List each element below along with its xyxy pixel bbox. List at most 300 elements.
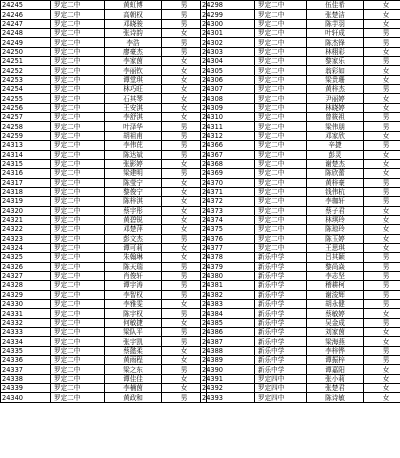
exam-number-cell: 24376 xyxy=(201,234,255,243)
school-cell: 罗定二中 xyxy=(51,300,105,309)
student-name-cell: 邓晓骏 xyxy=(105,19,162,28)
school-cell: 罗定二中 xyxy=(255,103,307,112)
school-cell: 罗定二中 xyxy=(51,38,105,47)
student-name-cell: 叶泽华 xyxy=(105,122,162,131)
school-cell: 新乐中学 xyxy=(255,309,307,318)
table-row xyxy=(201,206,400,215)
table-row xyxy=(1,262,207,271)
gender-cell: 女 xyxy=(364,225,400,234)
gender-cell: 女 xyxy=(364,10,400,19)
school-cell: 罗定二中 xyxy=(255,178,307,187)
school-cell: 罗定二中 xyxy=(51,337,105,346)
gender-cell: 男 xyxy=(162,131,207,140)
student-name-cell: 邓楚萍 xyxy=(105,225,162,234)
gender-cell: 女 xyxy=(162,75,207,84)
gender-cell: 女 xyxy=(162,187,207,196)
student-name-cell: 李珈轩 xyxy=(307,197,364,206)
table-row xyxy=(201,122,400,131)
table-row xyxy=(1,187,207,196)
gender-cell: 女 xyxy=(364,19,400,28)
exam-number-cell: 24381 xyxy=(201,281,255,290)
table-row xyxy=(1,1,207,10)
gender-cell: 女 xyxy=(364,150,400,159)
school-cell: 罗定二中 xyxy=(255,159,307,168)
exam-number-cell: 24332 xyxy=(1,318,51,327)
student-name-cell: 李舒淇 xyxy=(105,113,162,122)
exam-number-cell: 24245 xyxy=(1,1,51,10)
table-row xyxy=(201,281,400,290)
gender-cell: 女 xyxy=(162,178,207,187)
student-name-cell: 肖俊轩 xyxy=(105,271,162,280)
gender-cell: 女 xyxy=(162,57,207,66)
gender-cell: 男 xyxy=(162,141,207,150)
exam-number-cell: 24326 xyxy=(1,262,51,271)
table-row xyxy=(201,10,400,19)
gender-cell: 男 xyxy=(162,10,207,19)
student-name-cell: 李楠茵 xyxy=(105,384,162,393)
student-name-cell: 黄虹博 xyxy=(105,1,162,10)
table-row xyxy=(201,356,400,365)
student-name-cell: 梁伟朋 xyxy=(307,122,364,131)
exam-number-cell: 24327 xyxy=(1,271,51,280)
student-name-cell: 刘家茵 xyxy=(307,328,364,337)
gender-cell: 男 xyxy=(364,38,400,47)
student-name-cell: 谭嘉阳 xyxy=(307,365,364,374)
student-name-cell: 林巧旺 xyxy=(105,85,162,94)
school-cell: 罗定四中 xyxy=(255,393,307,402)
exam-number-cell: 24259 xyxy=(1,131,51,140)
exam-number-cell: 24254 xyxy=(1,85,51,94)
exam-number-cell: 24309 xyxy=(201,103,255,112)
table-row xyxy=(1,365,207,374)
gender-cell: 女 xyxy=(162,253,207,262)
gender-cell: 女 xyxy=(162,318,207,327)
table-row xyxy=(201,318,400,327)
gender-cell: 男 xyxy=(162,150,207,159)
student-name-cell: 陈琼玲 xyxy=(307,225,364,234)
exam-number-cell: 24374 xyxy=(201,215,255,224)
school-cell: 罗定二中 xyxy=(51,318,105,327)
student-name-cell: 稽耕柯 xyxy=(307,281,364,290)
student-name-cell: 梁队平 xyxy=(105,328,162,337)
school-cell: 罗定二中 xyxy=(51,197,105,206)
exam-number-cell: 24386 xyxy=(201,328,255,337)
school-cell: 罗定二中 xyxy=(51,234,105,243)
table-row xyxy=(201,150,400,159)
school-cell: 罗定二中 xyxy=(51,215,105,224)
table-row xyxy=(1,19,207,28)
gender-cell: 男 xyxy=(162,393,207,402)
exam-number-cell: 24372 xyxy=(201,197,255,206)
gender-cell: 男 xyxy=(364,122,400,131)
table-row xyxy=(201,215,400,224)
school-cell: 罗定二中 xyxy=(255,66,307,75)
exam-number-cell: 24371 xyxy=(201,187,255,196)
exam-number-cell: 24251 xyxy=(1,57,51,66)
student-name-cell: 蔡宇彤 xyxy=(105,206,162,215)
student-name-cell: 谭可莉 xyxy=(105,243,162,252)
gender-cell: 男 xyxy=(364,178,400,187)
table-row xyxy=(201,85,400,94)
table-row xyxy=(1,356,207,365)
school-cell: 罗定二中 xyxy=(255,187,307,196)
exam-number-cell: 24314 xyxy=(1,150,51,159)
student-name-cell: 胡祖甫 xyxy=(105,131,162,140)
table-row xyxy=(1,337,207,346)
exam-number-cell: 24325 xyxy=(1,253,51,262)
exam-number-cell: 24333 xyxy=(1,328,51,337)
student-name-cell: 胡永健 xyxy=(307,300,364,309)
school-cell: 罗定二中 xyxy=(255,38,307,47)
exam-number-cell: 24322 xyxy=(1,225,51,234)
table-row xyxy=(1,122,207,131)
school-cell: 罗定二中 xyxy=(255,19,307,28)
table-row xyxy=(201,94,400,103)
student-name-cell: 钱伟杭 xyxy=(307,187,364,196)
student-name-cell: 陈欣蕾 xyxy=(307,169,364,178)
table-row xyxy=(1,66,207,75)
table-row xyxy=(201,234,400,243)
school-cell: 罗定二中 xyxy=(51,10,105,19)
table-row xyxy=(201,300,400,309)
school-cell: 罗定二中 xyxy=(51,66,105,75)
school-cell: 罗定二中 xyxy=(51,159,105,168)
student-name-cell: 高朝权 xyxy=(105,10,162,19)
exam-number-cell: 24303 xyxy=(201,47,255,56)
school-cell: 罗定二中 xyxy=(255,85,307,94)
gender-cell: 女 xyxy=(364,393,400,402)
gender-cell: 男 xyxy=(364,197,400,206)
exam-number-cell: 24316 xyxy=(1,169,51,178)
school-cell: 罗定二中 xyxy=(51,384,105,393)
exam-number-cell: 24390 xyxy=(201,365,255,374)
student-name-cell: 李梓铧 xyxy=(307,346,364,355)
exam-number-cell: 24248 xyxy=(1,29,51,38)
student-name-cell: 尹丽婷 xyxy=(307,94,364,103)
exam-number-cell: 24337 xyxy=(1,365,51,374)
exam-number-cell: 24368 xyxy=(201,159,255,168)
table-row xyxy=(1,309,207,318)
student-name-cell: 蔡敏婷 xyxy=(307,309,364,318)
table-row xyxy=(201,253,400,262)
school-cell: 新乐中学 xyxy=(255,346,307,355)
table-row xyxy=(201,374,400,383)
gender-cell: 男 xyxy=(162,38,207,47)
student-name-cell: 廖豪杰 xyxy=(105,47,162,56)
table-row xyxy=(201,141,400,150)
table-row xyxy=(201,337,400,346)
exam-number-cell: 24329 xyxy=(1,290,51,299)
gender-cell: 女 xyxy=(162,356,207,365)
exam-number-cell: 24299 xyxy=(201,10,255,19)
table-row xyxy=(1,271,207,280)
gender-cell: 女 xyxy=(364,365,400,374)
student-name-cell: 黄梓杰 xyxy=(307,85,364,94)
gender-cell: 女 xyxy=(364,328,400,337)
student-name-cell: 叶轩成 xyxy=(307,29,364,38)
right-table xyxy=(200,0,400,403)
exam-number-cell: 24336 xyxy=(1,356,51,365)
table-row xyxy=(201,346,400,355)
gender-cell: 女 xyxy=(364,159,400,168)
student-name-cell: 何敏捷 xyxy=(105,318,162,327)
gender-cell: 男 xyxy=(162,262,207,271)
student-name-cell: 李伟芘 xyxy=(105,141,162,150)
student-name-cell: 吕其颖 xyxy=(307,253,364,262)
table-row xyxy=(1,328,207,337)
gender-cell: 男 xyxy=(162,365,207,374)
table-row xyxy=(201,1,400,10)
exam-number-cell: 24378 xyxy=(201,253,255,262)
exam-number-cell: 24310 xyxy=(201,113,255,122)
student-name-cell: 黎家乐 xyxy=(307,57,364,66)
exam-number-cell: 24380 xyxy=(201,271,255,280)
exam-number-cell: 24317 xyxy=(1,178,51,187)
student-name-cell: 林琪玲 xyxy=(307,215,364,224)
student-name-cell: 林晓婷 xyxy=(307,103,364,112)
student-name-cell: 谭振梓 xyxy=(307,356,364,365)
exam-number-cell: 24393 xyxy=(201,393,255,402)
student-name-cell: 陈宇权 xyxy=(105,309,162,318)
school-cell: 罗定二中 xyxy=(51,225,105,234)
table-row xyxy=(1,290,207,299)
student-name-cell: 朱翰琳 xyxy=(105,253,162,262)
gender-cell: 男 xyxy=(364,346,400,355)
left-table-body xyxy=(1,1,207,403)
exam-number-cell: 24321 xyxy=(1,215,51,224)
table-row xyxy=(201,271,400,280)
exam-number-cell: 24383 xyxy=(201,300,255,309)
gender-cell: 男 xyxy=(364,290,400,299)
student-name-cell: 梁海燕 xyxy=(307,337,364,346)
school-cell: 罗定二中 xyxy=(51,150,105,159)
school-cell: 新乐中学 xyxy=(255,281,307,290)
table-row xyxy=(201,103,400,112)
gender-cell: 女 xyxy=(162,300,207,309)
school-cell: 罗定二中 xyxy=(51,243,105,252)
school-cell: 罗定二中 xyxy=(51,131,105,140)
exam-number-cell: 24250 xyxy=(1,47,51,56)
gender-cell: 女 xyxy=(364,234,400,243)
student-name-cell: 李智权 xyxy=(105,290,162,299)
student-name-cell: 张诗韵 xyxy=(105,29,162,38)
exam-number-cell: 24308 xyxy=(201,94,255,103)
school-cell: 罗定二中 xyxy=(255,47,307,56)
gender-cell: 女 xyxy=(364,103,400,112)
gender-cell: 男 xyxy=(162,281,207,290)
school-cell: 罗定二中 xyxy=(255,122,307,131)
table-row xyxy=(1,94,207,103)
exam-number-cell: 24366 xyxy=(201,141,255,150)
school-cell: 罗定二中 xyxy=(255,215,307,224)
student-name-cell: 陈达斌 xyxy=(105,150,162,159)
exam-number-cell: 24318 xyxy=(1,187,51,196)
student-name-cell: 李家茵 xyxy=(105,57,162,66)
gender-cell: 女 xyxy=(162,159,207,168)
gender-cell: 男 xyxy=(162,1,207,10)
right-table-body xyxy=(201,1,400,403)
school-cell: 新乐中学 xyxy=(255,271,307,280)
exam-number-cell: 24369 xyxy=(201,169,255,178)
table-row xyxy=(1,141,207,150)
student-name-cell: 陈芋羽 xyxy=(307,19,364,28)
gender-cell: 女 xyxy=(162,103,207,112)
student-name-cell: 李丽钦 xyxy=(105,66,162,75)
gender-cell: 男 xyxy=(364,271,400,280)
exam-number-cell: 24246 xyxy=(1,10,51,19)
school-cell: 罗定二中 xyxy=(51,346,105,355)
table-row xyxy=(201,384,400,393)
exam-number-cell: 24367 xyxy=(201,150,255,159)
school-cell: 罗定二中 xyxy=(51,178,105,187)
gender-cell: 女 xyxy=(162,243,207,252)
student-name-cell: 伍佳希 xyxy=(307,1,364,10)
student-name-cell: 蔡懿柔 xyxy=(105,346,162,355)
school-cell: 罗定二中 xyxy=(255,1,307,10)
school-cell: 新乐中学 xyxy=(255,318,307,327)
gender-cell: 女 xyxy=(162,94,207,103)
exam-number-cell: 24315 xyxy=(1,159,51,168)
exam-number-cell: 24382 xyxy=(201,290,255,299)
gender-cell: 女 xyxy=(364,206,400,215)
exam-number-cell: 24253 xyxy=(1,75,51,84)
exam-number-cell: 24306 xyxy=(201,75,255,84)
school-cell: 罗定二中 xyxy=(51,19,105,28)
student-name-cell: 谭宇涛 xyxy=(105,281,162,290)
table-row xyxy=(1,281,207,290)
exam-number-cell: 24255 xyxy=(1,94,51,103)
gender-cell: 女 xyxy=(364,131,400,140)
student-name-cell: 辛捷 xyxy=(307,141,364,150)
table-row xyxy=(1,10,207,19)
student-name-cell: 彭灵 xyxy=(307,150,364,159)
gender-cell: 女 xyxy=(162,384,207,393)
exam-number-cell: 24252 xyxy=(1,66,51,75)
school-cell: 罗定二中 xyxy=(255,150,307,159)
gender-cell: 男 xyxy=(162,290,207,299)
gender-cell: 男 xyxy=(162,309,207,318)
gender-cell: 女 xyxy=(162,197,207,206)
gender-cell: 男 xyxy=(364,29,400,38)
student-name-cell: 黄雨程 xyxy=(105,356,162,365)
exam-number-cell: 24249 xyxy=(1,38,51,47)
gender-cell: 女 xyxy=(364,215,400,224)
exam-number-cell: 24384 xyxy=(201,309,255,318)
student-name-cell: 王安淇 xyxy=(105,103,162,112)
table-row xyxy=(201,262,400,271)
school-cell: 罗定二中 xyxy=(255,94,307,103)
student-name-cell: 王思琪 xyxy=(307,243,364,252)
school-cell: 罗定二中 xyxy=(51,75,105,84)
exam-number-cell: 24313 xyxy=(1,141,51,150)
gender-cell: 女 xyxy=(162,206,207,215)
table-row xyxy=(1,75,207,84)
gender-cell: 男 xyxy=(162,271,207,280)
school-cell: 罗定二中 xyxy=(51,328,105,337)
student-name-cell: 黄碧锐 xyxy=(105,215,162,224)
exam-number-cell: 24304 xyxy=(201,57,255,66)
student-name-cell: 李志坚 xyxy=(307,271,364,280)
school-cell: 罗定四中 xyxy=(255,384,307,393)
table-row xyxy=(1,103,207,112)
gender-cell: 男 xyxy=(364,113,400,122)
table-row xyxy=(201,328,400,337)
gender-cell: 女 xyxy=(364,337,400,346)
gender-cell: 女 xyxy=(364,94,400,103)
school-cell: 罗定二中 xyxy=(255,206,307,215)
school-cell: 新乐中学 xyxy=(255,337,307,346)
gender-cell: 女 xyxy=(162,66,207,75)
gender-cell: 男 xyxy=(364,356,400,365)
school-cell: 罗定二中 xyxy=(255,75,307,84)
exam-number-cell: 24370 xyxy=(201,178,255,187)
school-cell: 罗定二中 xyxy=(51,47,105,56)
school-cell: 罗定二中 xyxy=(51,122,105,131)
table-row xyxy=(1,215,207,224)
table-row xyxy=(1,225,207,234)
gender-cell: 男 xyxy=(364,318,400,327)
gender-cell: 男 xyxy=(364,85,400,94)
school-cell: 罗定二中 xyxy=(51,262,105,271)
table-row xyxy=(201,66,400,75)
exam-number-cell: 24256 xyxy=(1,103,51,112)
exam-number-cell: 24340 xyxy=(1,393,51,402)
school-cell: 罗定二中 xyxy=(255,197,307,206)
gender-cell: 女 xyxy=(364,66,400,75)
student-name-cell: 梁建明 xyxy=(105,169,162,178)
exam-number-cell: 24335 xyxy=(1,346,51,355)
school-cell: 罗定二中 xyxy=(51,103,105,112)
school-cell: 罗定四中 xyxy=(255,374,307,383)
table-row xyxy=(1,178,207,187)
gender-cell: 男 xyxy=(364,141,400,150)
school-cell: 罗定二中 xyxy=(51,141,105,150)
table-row xyxy=(1,374,207,383)
school-cell: 罗定二中 xyxy=(255,113,307,122)
gender-cell: 男 xyxy=(364,57,400,66)
school-cell: 罗定二中 xyxy=(51,253,105,262)
exam-number-cell: 24323 xyxy=(1,234,51,243)
gender-cell: 女 xyxy=(364,374,400,383)
table-row xyxy=(1,150,207,159)
student-name-cell: 彭文杰 xyxy=(105,234,162,243)
student-name-cell: 张楚君 xyxy=(307,384,364,393)
table-row xyxy=(201,131,400,140)
table-row xyxy=(201,197,400,206)
student-name-cell: 谭佳佳 xyxy=(105,374,162,383)
exam-number-cell: 24311 xyxy=(201,122,255,131)
exam-number-cell: 24392 xyxy=(201,384,255,393)
table-row xyxy=(1,234,207,243)
student-name-cell: 梁之东 xyxy=(105,365,162,374)
table-row xyxy=(1,113,207,122)
school-cell: 罗定二中 xyxy=(51,85,105,94)
gender-cell: 女 xyxy=(364,75,400,84)
gender-cell: 男 xyxy=(162,47,207,56)
school-cell: 罗定二中 xyxy=(51,29,105,38)
gender-cell: 女 xyxy=(364,243,400,252)
student-name-cell: 曾筱祖 xyxy=(307,113,364,122)
table-row xyxy=(1,169,207,178)
student-name-cell: 石其琴 xyxy=(105,94,162,103)
exam-number-cell: 24312 xyxy=(201,131,255,140)
gender-cell: 女 xyxy=(364,384,400,393)
exam-number-cell: 24258 xyxy=(1,122,51,131)
school-cell: 罗定二中 xyxy=(255,243,307,252)
school-cell: 罗定二中 xyxy=(51,113,105,122)
school-cell: 罗定二中 xyxy=(51,57,105,66)
school-cell: 罗定二中 xyxy=(51,393,105,402)
